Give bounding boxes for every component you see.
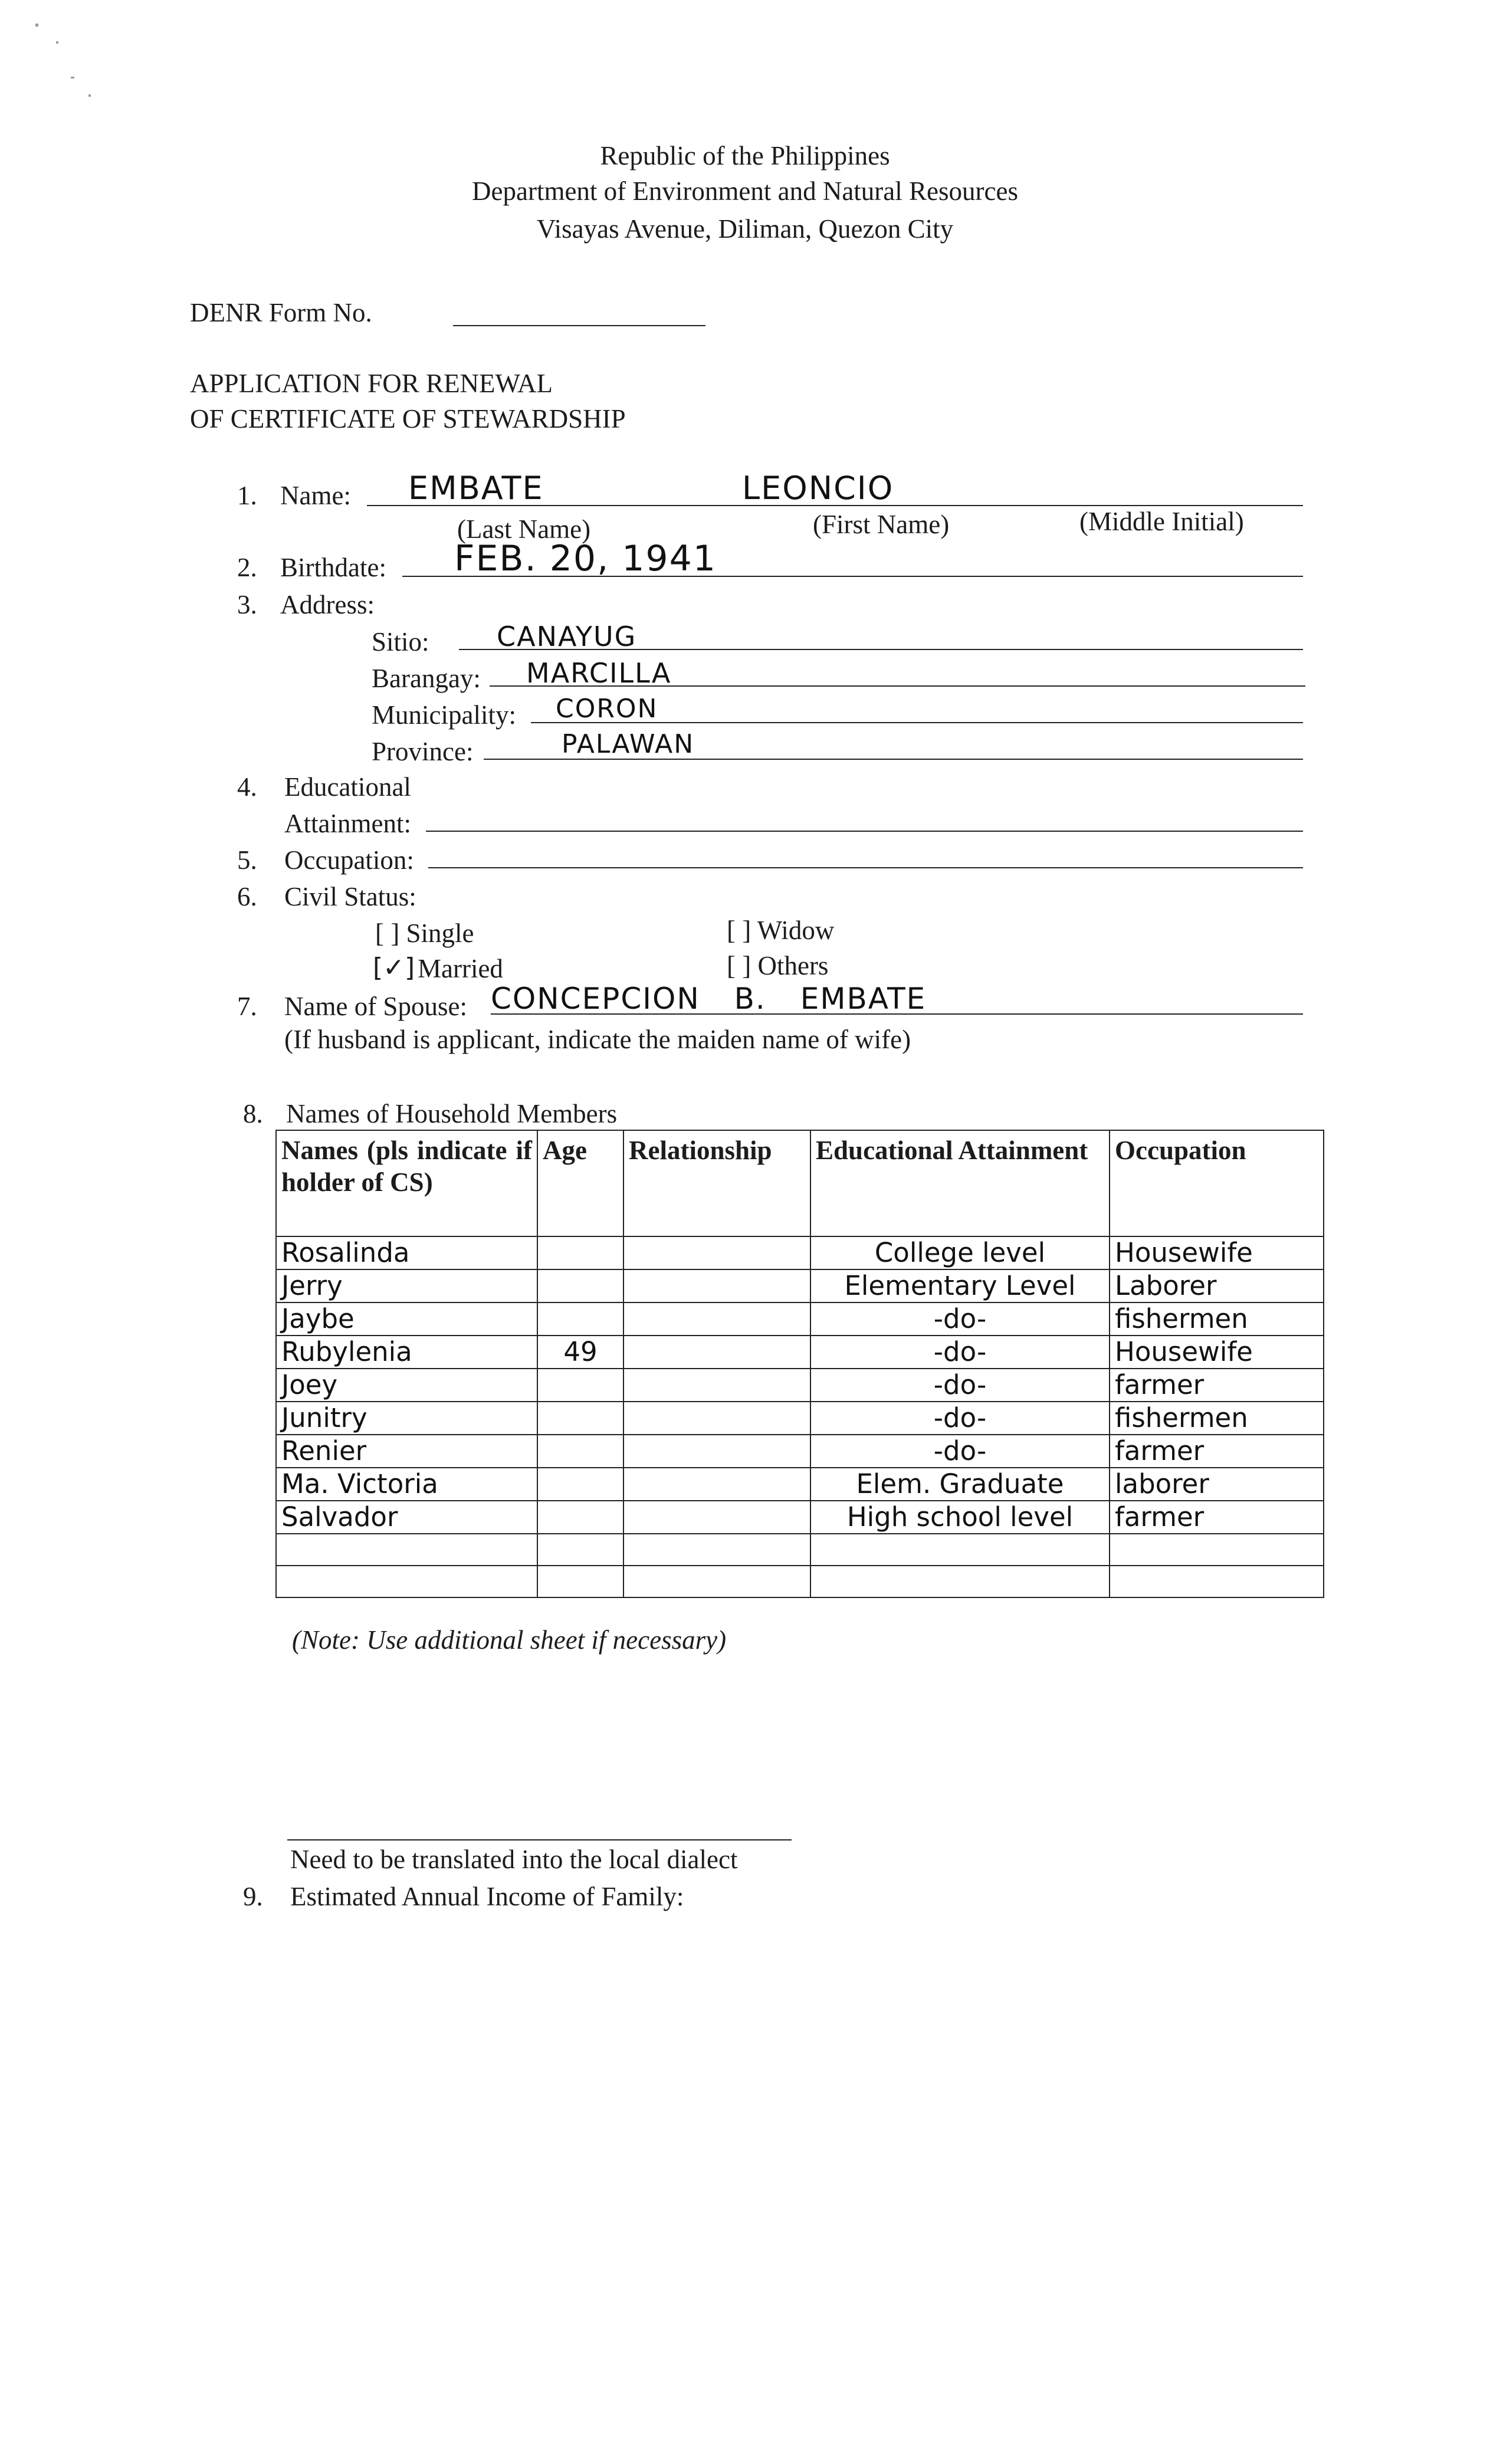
household-member-occupation: fishermen bbox=[1110, 1402, 1324, 1435]
item-number-4: 4. bbox=[237, 772, 257, 802]
table-row bbox=[276, 1236, 1324, 1269]
household-member-name: Jaybe bbox=[276, 1302, 537, 1336]
table-row bbox=[276, 1369, 1324, 1402]
household-member-education: College level bbox=[810, 1236, 1110, 1269]
household-member-occupation: farmer bbox=[1110, 1369, 1324, 1402]
household-member-education: -do- bbox=[810, 1369, 1110, 1402]
household-member-relationship bbox=[623, 1468, 810, 1501]
municipality-value: CORON bbox=[556, 694, 658, 724]
table-row bbox=[276, 1468, 1324, 1501]
household-member-relationship bbox=[623, 1402, 810, 1435]
household-member-education: -do- bbox=[810, 1336, 1110, 1369]
province-value: PALAWAN bbox=[562, 729, 695, 759]
municipality-label: Municipality: bbox=[372, 700, 516, 730]
household-member-occupation: Housewife bbox=[1110, 1236, 1324, 1269]
birthdate-label: Birthdate: bbox=[280, 553, 386, 582]
table-row bbox=[276, 1336, 1324, 1369]
household-member-occupation bbox=[1110, 1566, 1324, 1597]
household-member-age bbox=[537, 1501, 623, 1534]
household-member-education: -do- bbox=[810, 1302, 1110, 1336]
household-member-education: -do- bbox=[810, 1402, 1110, 1435]
civil-status-married-checkbox: [✓] bbox=[373, 953, 415, 983]
household-member-relationship bbox=[623, 1236, 810, 1269]
household-member-age bbox=[537, 1566, 623, 1597]
table-row bbox=[276, 1566, 1324, 1597]
household-member-education: Elementary Level bbox=[810, 1269, 1110, 1302]
spouse-label: Name of Spouse: bbox=[284, 992, 467, 1021]
household-member-name: Salvador bbox=[276, 1501, 537, 1534]
table-row bbox=[276, 1435, 1324, 1468]
household-member-occupation bbox=[1110, 1534, 1324, 1566]
scan-speck bbox=[88, 94, 91, 97]
item-number-1: 1. bbox=[237, 481, 257, 510]
household-member-relationship bbox=[623, 1336, 810, 1369]
household-label: Names of Household Members bbox=[286, 1099, 618, 1128]
household-member-age bbox=[537, 1236, 623, 1269]
form-no-label: DENR Form No. bbox=[190, 298, 372, 327]
column-header-names: Names (pls indicate if holder of CS) bbox=[276, 1130, 537, 1236]
last-name-value: EMBATE bbox=[408, 470, 544, 507]
household-member-name bbox=[276, 1534, 537, 1566]
household-member-occupation: Housewife bbox=[1110, 1336, 1324, 1369]
table-row bbox=[276, 1402, 1324, 1435]
household-member-age bbox=[537, 1534, 623, 1566]
household-member-name: Joey bbox=[276, 1369, 537, 1402]
household-member-age bbox=[537, 1402, 623, 1435]
household-member-relationship bbox=[623, 1369, 810, 1402]
title-line1: APPLICATION FOR RENEWAL bbox=[190, 369, 553, 398]
title-line2: OF CERTIFICATE OF STEWARDSHIP bbox=[190, 404, 626, 434]
civil-status-label: Civil Status: bbox=[284, 882, 416, 911]
barangay-value: MARCILLA bbox=[526, 657, 672, 689]
barangay-label: Barangay: bbox=[372, 664, 481, 693]
header-department: Department of Environment and Natural Resources bbox=[472, 176, 1018, 206]
civil-status-single: [ ] Single bbox=[375, 918, 474, 948]
household-member-name: Junitry bbox=[276, 1402, 537, 1435]
household-member-age: 49 bbox=[537, 1336, 623, 1369]
spouse-value: CONCEPCION B. EMBATE bbox=[491, 982, 927, 1016]
scan-speck bbox=[71, 77, 74, 78]
education-label-line2: Attainment: bbox=[284, 809, 411, 838]
occupation-label: Occupation: bbox=[284, 845, 414, 875]
household-member-occupation: farmer bbox=[1110, 1501, 1324, 1534]
household-member-education bbox=[810, 1566, 1110, 1597]
household-member-relationship bbox=[623, 1302, 810, 1336]
household-member-relationship bbox=[623, 1566, 810, 1597]
column-header-age: Age bbox=[537, 1130, 623, 1236]
first-name-value: LEONCIO bbox=[742, 470, 894, 507]
civil-status-married: Married bbox=[418, 954, 503, 983]
household-member-age bbox=[537, 1468, 623, 1501]
item-number-9: 9. bbox=[243, 1882, 263, 1911]
education-line bbox=[426, 831, 1303, 832]
household-member-name: Ma. Victoria bbox=[276, 1468, 537, 1501]
household-member-name: Jerry bbox=[276, 1269, 537, 1302]
household-member-age bbox=[537, 1435, 623, 1468]
sitio-label: Sitio: bbox=[372, 627, 429, 657]
column-header-education: Educational Attainment bbox=[810, 1130, 1110, 1236]
table-row bbox=[276, 1269, 1324, 1302]
household-note: (Note: Use additional sheet if necessary) bbox=[292, 1625, 727, 1655]
header-address: Visayas Avenue, Diliman, Quezon City bbox=[536, 214, 954, 244]
household-member-name bbox=[276, 1566, 537, 1597]
scan-speck bbox=[35, 24, 38, 27]
household-member-relationship bbox=[623, 1534, 810, 1566]
household-member-name: Rosalinda bbox=[276, 1236, 537, 1269]
table-row bbox=[276, 1534, 1324, 1566]
column-header-relationship: Relationship bbox=[623, 1130, 810, 1236]
household-member-relationship bbox=[623, 1435, 810, 1468]
item-number-6: 6. bbox=[237, 882, 257, 911]
income-label: Estimated Annual Income of Family: bbox=[290, 1882, 684, 1911]
education-label-line1: Educational bbox=[284, 772, 411, 802]
household-table-header bbox=[276, 1130, 1324, 1236]
last-name-caption: (Last Name) bbox=[457, 514, 591, 544]
household-table bbox=[275, 1130, 1324, 1598]
household-member-occupation: laborer bbox=[1110, 1468, 1324, 1501]
address-label: Address: bbox=[280, 590, 375, 619]
household-member-education: Elem. Graduate bbox=[810, 1468, 1110, 1501]
table-row bbox=[276, 1302, 1324, 1336]
middle-initial-caption: (Middle Initial) bbox=[1079, 507, 1244, 536]
household-member-occupation: farmer bbox=[1110, 1435, 1324, 1468]
translation-note: Need to be translated into the local dialect bbox=[290, 1845, 738, 1874]
household-member-education bbox=[810, 1534, 1110, 1566]
occupation-line bbox=[428, 867, 1303, 868]
household-member-occupation: Laborer bbox=[1110, 1269, 1324, 1302]
household-member-age bbox=[537, 1369, 623, 1402]
spouse-note: (If husband is applicant, indicate the maiden name of wife) bbox=[284, 1025, 911, 1054]
column-header-occupation: Occupation bbox=[1110, 1130, 1324, 1236]
household-member-education: -do- bbox=[810, 1435, 1110, 1468]
household-member-relationship bbox=[623, 1269, 810, 1302]
household-member-education: High school level bbox=[810, 1501, 1110, 1534]
item-number-8: 8. bbox=[243, 1099, 263, 1128]
household-member-occupation: fishermen bbox=[1110, 1302, 1324, 1336]
household-member-age bbox=[537, 1269, 623, 1302]
civil-status-others: [ ] Others bbox=[727, 951, 829, 980]
table-row bbox=[276, 1501, 1324, 1534]
form-no-line bbox=[453, 325, 705, 326]
household-member-name: Renier bbox=[276, 1435, 537, 1468]
birthdate-value: FEB. 20, 1941 bbox=[454, 538, 717, 579]
item-number-7: 7. bbox=[237, 992, 257, 1021]
sitio-value: CANAYUG bbox=[497, 621, 637, 652]
household-member-relationship bbox=[623, 1501, 810, 1534]
civil-status-widow: [ ] Widow bbox=[727, 916, 835, 945]
translation-line bbox=[287, 1839, 792, 1840]
item-number-2: 2. bbox=[237, 553, 257, 582]
name-label: Name: bbox=[280, 481, 351, 510]
household-member-name: Rubylenia bbox=[276, 1336, 537, 1369]
item-number-5: 5. bbox=[237, 845, 257, 875]
province-label: Province: bbox=[372, 737, 474, 766]
scan-speck bbox=[56, 41, 58, 44]
item-number-3: 3. bbox=[237, 590, 257, 619]
first-name-caption: (First Name) bbox=[813, 510, 950, 539]
header-republic: Republic of the Philippines bbox=[600, 141, 890, 170]
household-member-age bbox=[537, 1302, 623, 1336]
